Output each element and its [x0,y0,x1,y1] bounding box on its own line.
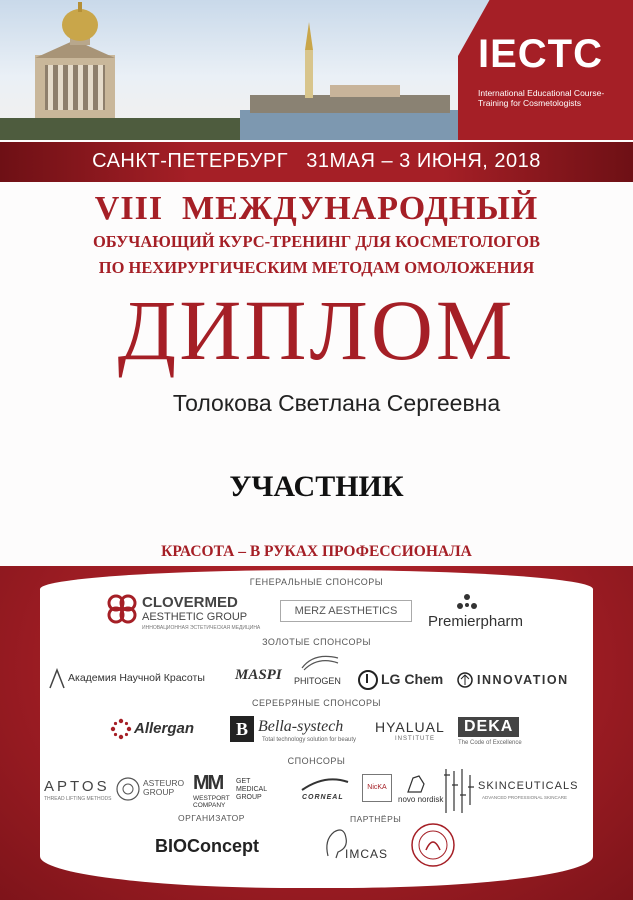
event-subtitle-1: ОБУЧАЮЩИЙ КУРС-ТРЕНИНГ ДЛЯ КОСМЕТОЛОГОВ [92,232,541,251]
innovation-icon [457,672,473,688]
silver-sponsors-label: СЕРЕБРЯНЫЕ СПОНСОРЫ [252,698,381,708]
recipient-role: УЧАСТНИК [229,470,404,503]
westport-icon: MM [193,772,223,794]
bellasystech-tagline: Total technology solution for beauty [262,737,357,743]
clovermed-subtitle: AESTHETIC GROUP [142,611,248,623]
deka-tagline: The Code of Excellence [458,740,522,746]
lgchem-icon [358,670,378,690]
allergan-logo: Allergan [134,720,195,737]
allergan-icon [110,718,132,740]
merz-logo: MERZ AESTHETICS [280,600,412,622]
nicka-logo: NicKA [362,774,392,802]
westport-logo: WESTPORT COMPANY [193,795,230,809]
skinceuticals-logo: SKINCEUTICALS [478,780,579,792]
bellasystech-logo: Bella-systech [258,718,344,735]
academy-icon [48,668,66,690]
clovermed-logo: CLOVERMED [142,594,238,611]
event-subtitle-2: ПО НЕХИРУРГИЧЕСКИМ МЕТОДАМ ОМОЛОЖЕНИЯ [98,258,535,277]
diploma-heading: ДИПЛОМ [117,282,516,378]
event-title: VIII МЕЖДУНАРОДНЫЙ [94,190,539,227]
deka-logo: DEKA [458,717,519,737]
novonordisk-icon [405,772,427,794]
premierpharm-logo: Premierpharm [428,613,524,630]
bioconcept-logo: BIOConcept [155,836,260,856]
hyalual-tagline: INSTITUTE [395,736,435,742]
phitogen-icon [300,652,340,672]
lgchem-logo: LG Chem [381,671,444,687]
brand-subtitle: International Educational Course-Training for Cosmetologists [478,88,605,108]
aptos-tagline: THREAD LIFTING METHODS [44,796,112,802]
clovermed-tagline: ИННОВАЦИОННАЯ ЭСТЕТИЧЕСКАЯ МЕДИЦИНА [142,625,261,631]
corneal-logo: CORNEAL [302,794,344,801]
motto: КРАСОТА – В РУКАХ ПРОФЕССИОНАЛА [161,543,472,560]
sponsors-label: СПОНСОРЫ [287,756,346,766]
imcas-logo: IMCAS [345,847,389,861]
premierpharm-icon [455,592,479,614]
asteuro-logo: ASTEURO GROUP [143,778,185,797]
gold-sponsors-label: ЗОЛОТЫЕ СПОНСОРЫ [262,637,371,647]
corneal-swoosh-icon [300,778,350,792]
skinceuticals-tagline: ADVANCED PROFESSIONAL SKINCARE [482,795,568,800]
partners-label: ПАРТНЁРЫ [350,814,402,824]
bellasystech-icon: B [230,716,254,742]
academy-logo: Академия Научной Красоты [68,672,205,684]
partner-seal-icon [410,822,456,868]
recipient-name: Толокова Светлана Сергеевна [172,390,501,416]
hyalual-logo: HYALUAL [375,719,445,735]
aptos-logo: APTOS [44,778,110,795]
innovation-logo: INNOVATION [477,673,569,687]
getmedical-logo: GET MEDICAL GROUP [236,778,267,801]
maspi-logo: MASPI [235,667,282,683]
brand-logo: IECTC [478,32,603,76]
organizer-label: ОРГАНИЗАТОР [178,813,245,823]
partner-vertical-logo [440,765,476,817]
phitogen-logo: PHITOGEN [294,676,341,686]
general-sponsors-label: ГЕНЕРАЛЬНЫЕ СПОНСОРЫ [249,577,384,587]
novonordisk-logo: novo nordisk [398,795,444,804]
clovermed-icon [105,592,139,626]
header-banner [0,0,633,140]
asteuro-icon [115,776,141,802]
city-dates: САНКТ-ПЕТЕРБУРГ 31МАЯ – 3 ИЮНЯ, 2018 [92,150,541,172]
